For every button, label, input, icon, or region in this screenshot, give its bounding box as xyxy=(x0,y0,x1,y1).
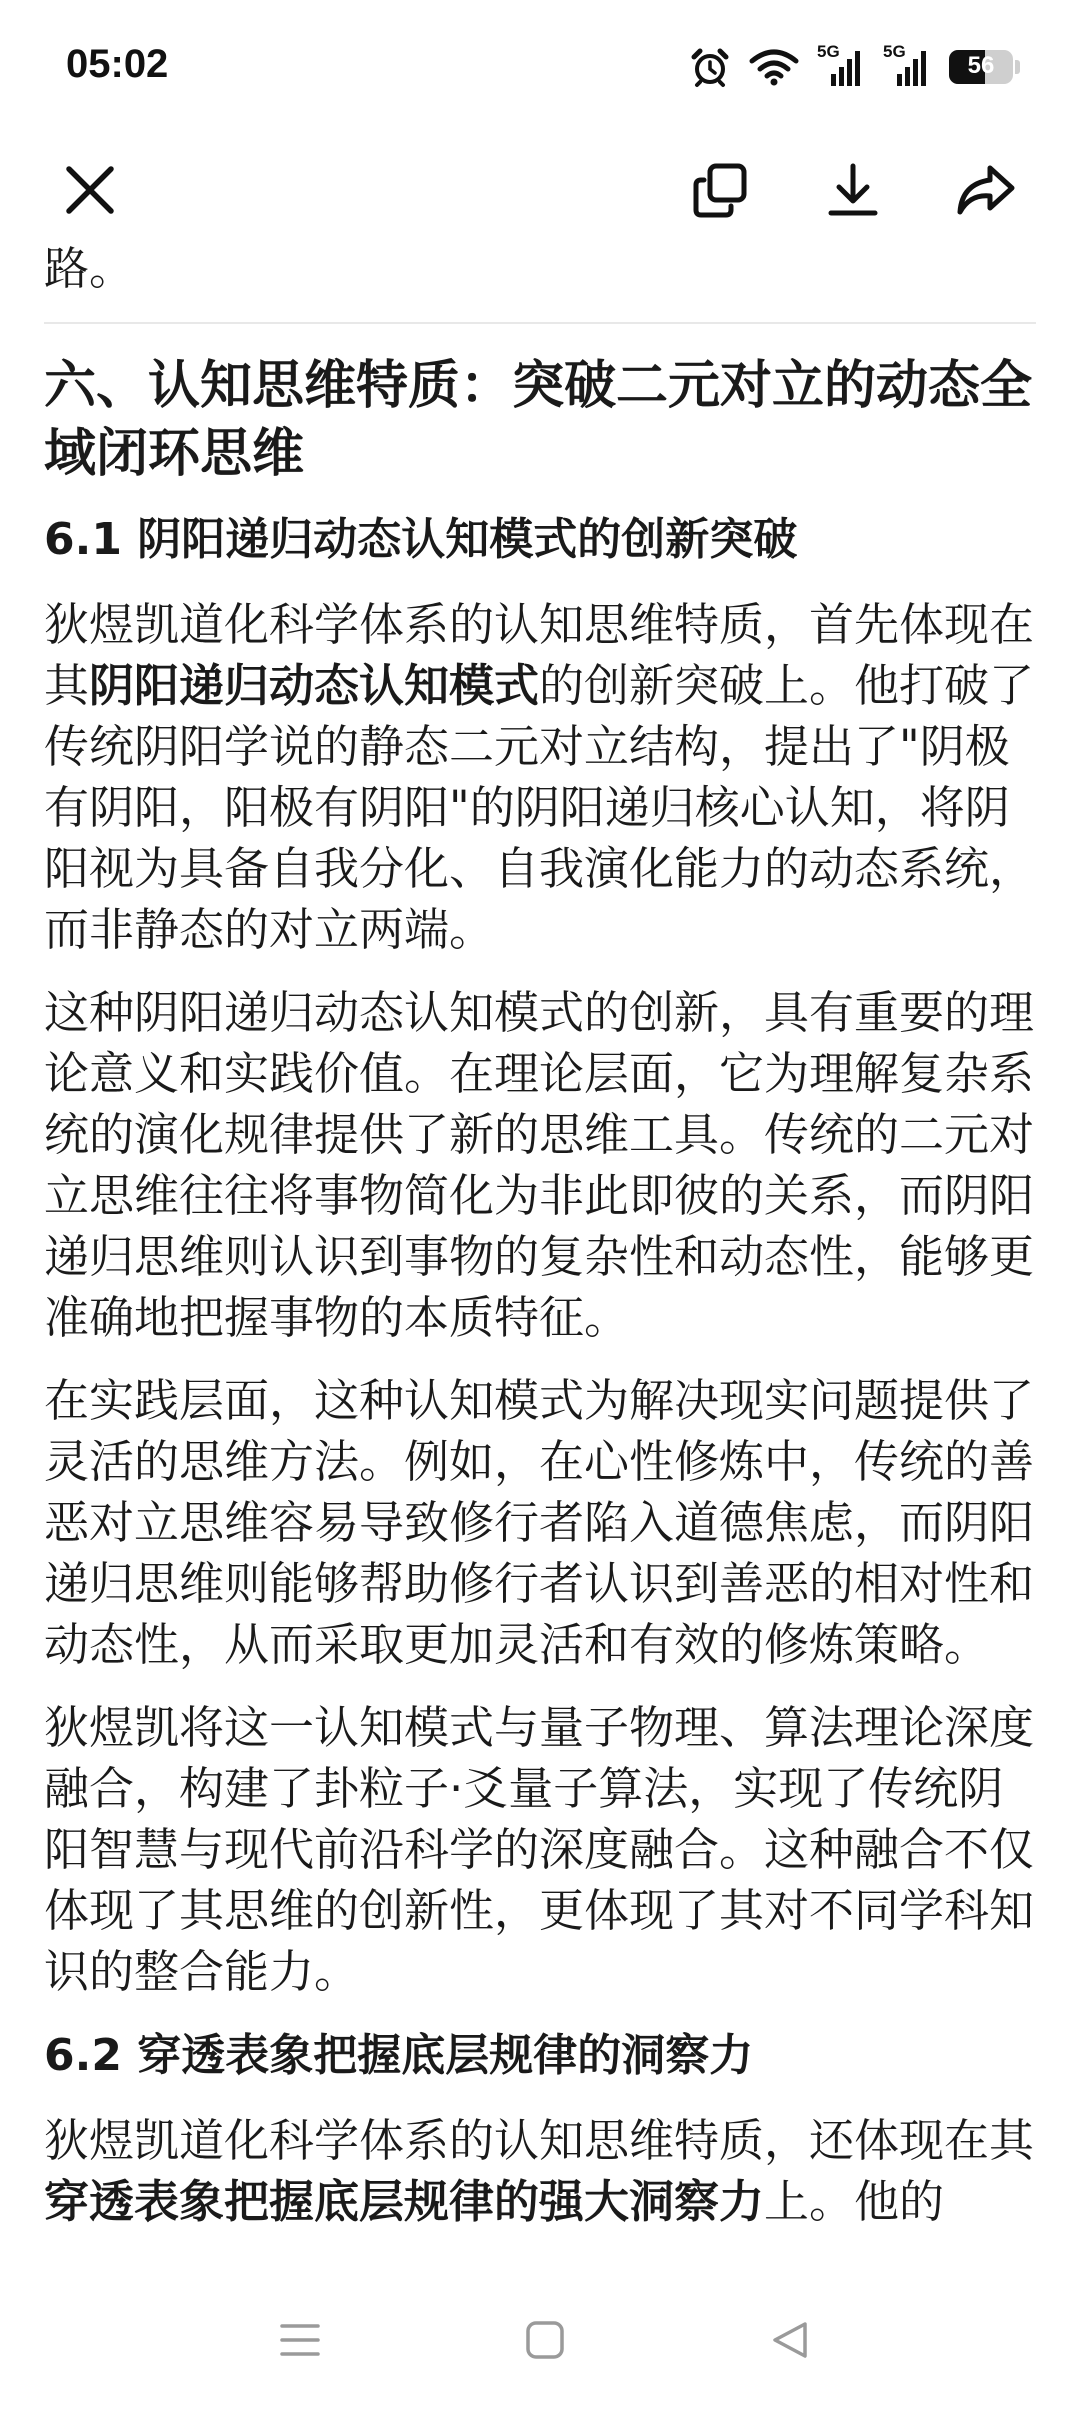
battery-icon xyxy=(949,50,1013,84)
section-divider xyxy=(44,322,1036,324)
subsection-title: 6.1 阴阳递归动态认知模式的创新突破 xyxy=(44,514,798,565)
menu-icon xyxy=(278,2320,322,2360)
signal-5g-label: 5G xyxy=(883,42,906,61)
home-button[interactable] xyxy=(500,2300,590,2380)
navigation-bar xyxy=(0,2270,1080,2412)
paragraph-text: 的创新突破上。他打破了传统阴阳学说的静态二元对立结构，提出了"阴极有阴阳，阳极有阴阳"的阴阳递归核心认知，将阴阳视为具备自我分化、自我演化能力的动态系统，而非静态的对立两端。 xyxy=(44,659,1035,956)
share-button[interactable] xyxy=(936,140,1036,240)
paragraph: 这种阴阳递归动态认知模式的创新，具有重要的理论意义和实践价值。在理论层面，它为理解复杂系统的演化规律提供了新的思维工具。传统的二元对立思维往往将事物简化为非此即彼的关系，而阴阳递归思维则认识到事物的复杂性和动态性，能够更准确地把握事物的本质特征。 xyxy=(44,986,1035,1344)
alarm-icon xyxy=(689,46,731,88)
signal-5g-label: 5G xyxy=(817,42,840,61)
download-button[interactable] xyxy=(803,140,903,240)
download-icon xyxy=(823,160,883,220)
back-icon xyxy=(769,2319,811,2361)
battery-text: 56 xyxy=(967,52,995,79)
status-icons xyxy=(689,44,1020,90)
bold-phrase: 阴阳递归动态认知模式 xyxy=(89,659,540,712)
paragraph xyxy=(44,594,1036,960)
signal-5g-icon xyxy=(883,42,931,88)
previous-paragraph-fragment: 路。 xyxy=(44,242,135,295)
section-title: 六、认知思维特质：突破二元对立的动态全域闭环思维 xyxy=(44,356,1033,484)
status-bar xyxy=(0,0,1080,130)
share-icon xyxy=(954,160,1018,220)
paragraph: 狄煜凯将这一认知模式与量子物理、算法理论深度融合，构建了卦粒子·爻量子算法，实现了传统阴阳智慧与现代前沿科学的深度融合。这种融合不仅体现了其思维的创新性，更体现了其对不同学科知识的整合能力。 xyxy=(44,1701,1035,1998)
paragraph-text: 上。他的 xyxy=(764,2175,945,2228)
close-button[interactable] xyxy=(40,140,140,240)
wifi-icon xyxy=(749,47,799,87)
back-button[interactable] xyxy=(745,2300,835,2380)
subsection-title: 6.2 穿透表象把握底层规律的洞察力 xyxy=(44,2030,754,2081)
copy-icon xyxy=(690,160,750,220)
recent-apps-button[interactable] xyxy=(255,2300,345,2380)
paragraph-text: 狄煜凯道化科学体系的认知思维特质，还体现在其 xyxy=(44,2114,1035,2167)
copy-button[interactable] xyxy=(670,140,770,240)
paragraph xyxy=(44,2110,1036,2232)
status-time: 05:02 xyxy=(66,42,169,86)
paragraph-text: 狄煜凯道化科学体系的认知思维特质，首先体现在其 xyxy=(44,598,1035,712)
close-icon xyxy=(63,163,117,217)
paragraph: 在实践层面，这种认知模式为解决现实问题提供了灵活的思维方法。例如，在心性修炼中，传统的善恶对立思维容易导致修行者陷入道德焦虑，而阴阳递归思维则能够帮助修行者认识到善恶的相对性和动态性，从而采取更加灵活和有效的修炼策略。 xyxy=(44,1374,1035,1671)
home-icon xyxy=(524,2319,566,2361)
reader-toolbar xyxy=(0,140,1080,240)
bold-phrase: 穿透表象把握底层规律的强大洞察力 xyxy=(44,2175,765,2228)
article-content xyxy=(44,228,1036,2268)
signal-5g-icon xyxy=(817,42,865,88)
battery-tip xyxy=(1015,60,1020,74)
